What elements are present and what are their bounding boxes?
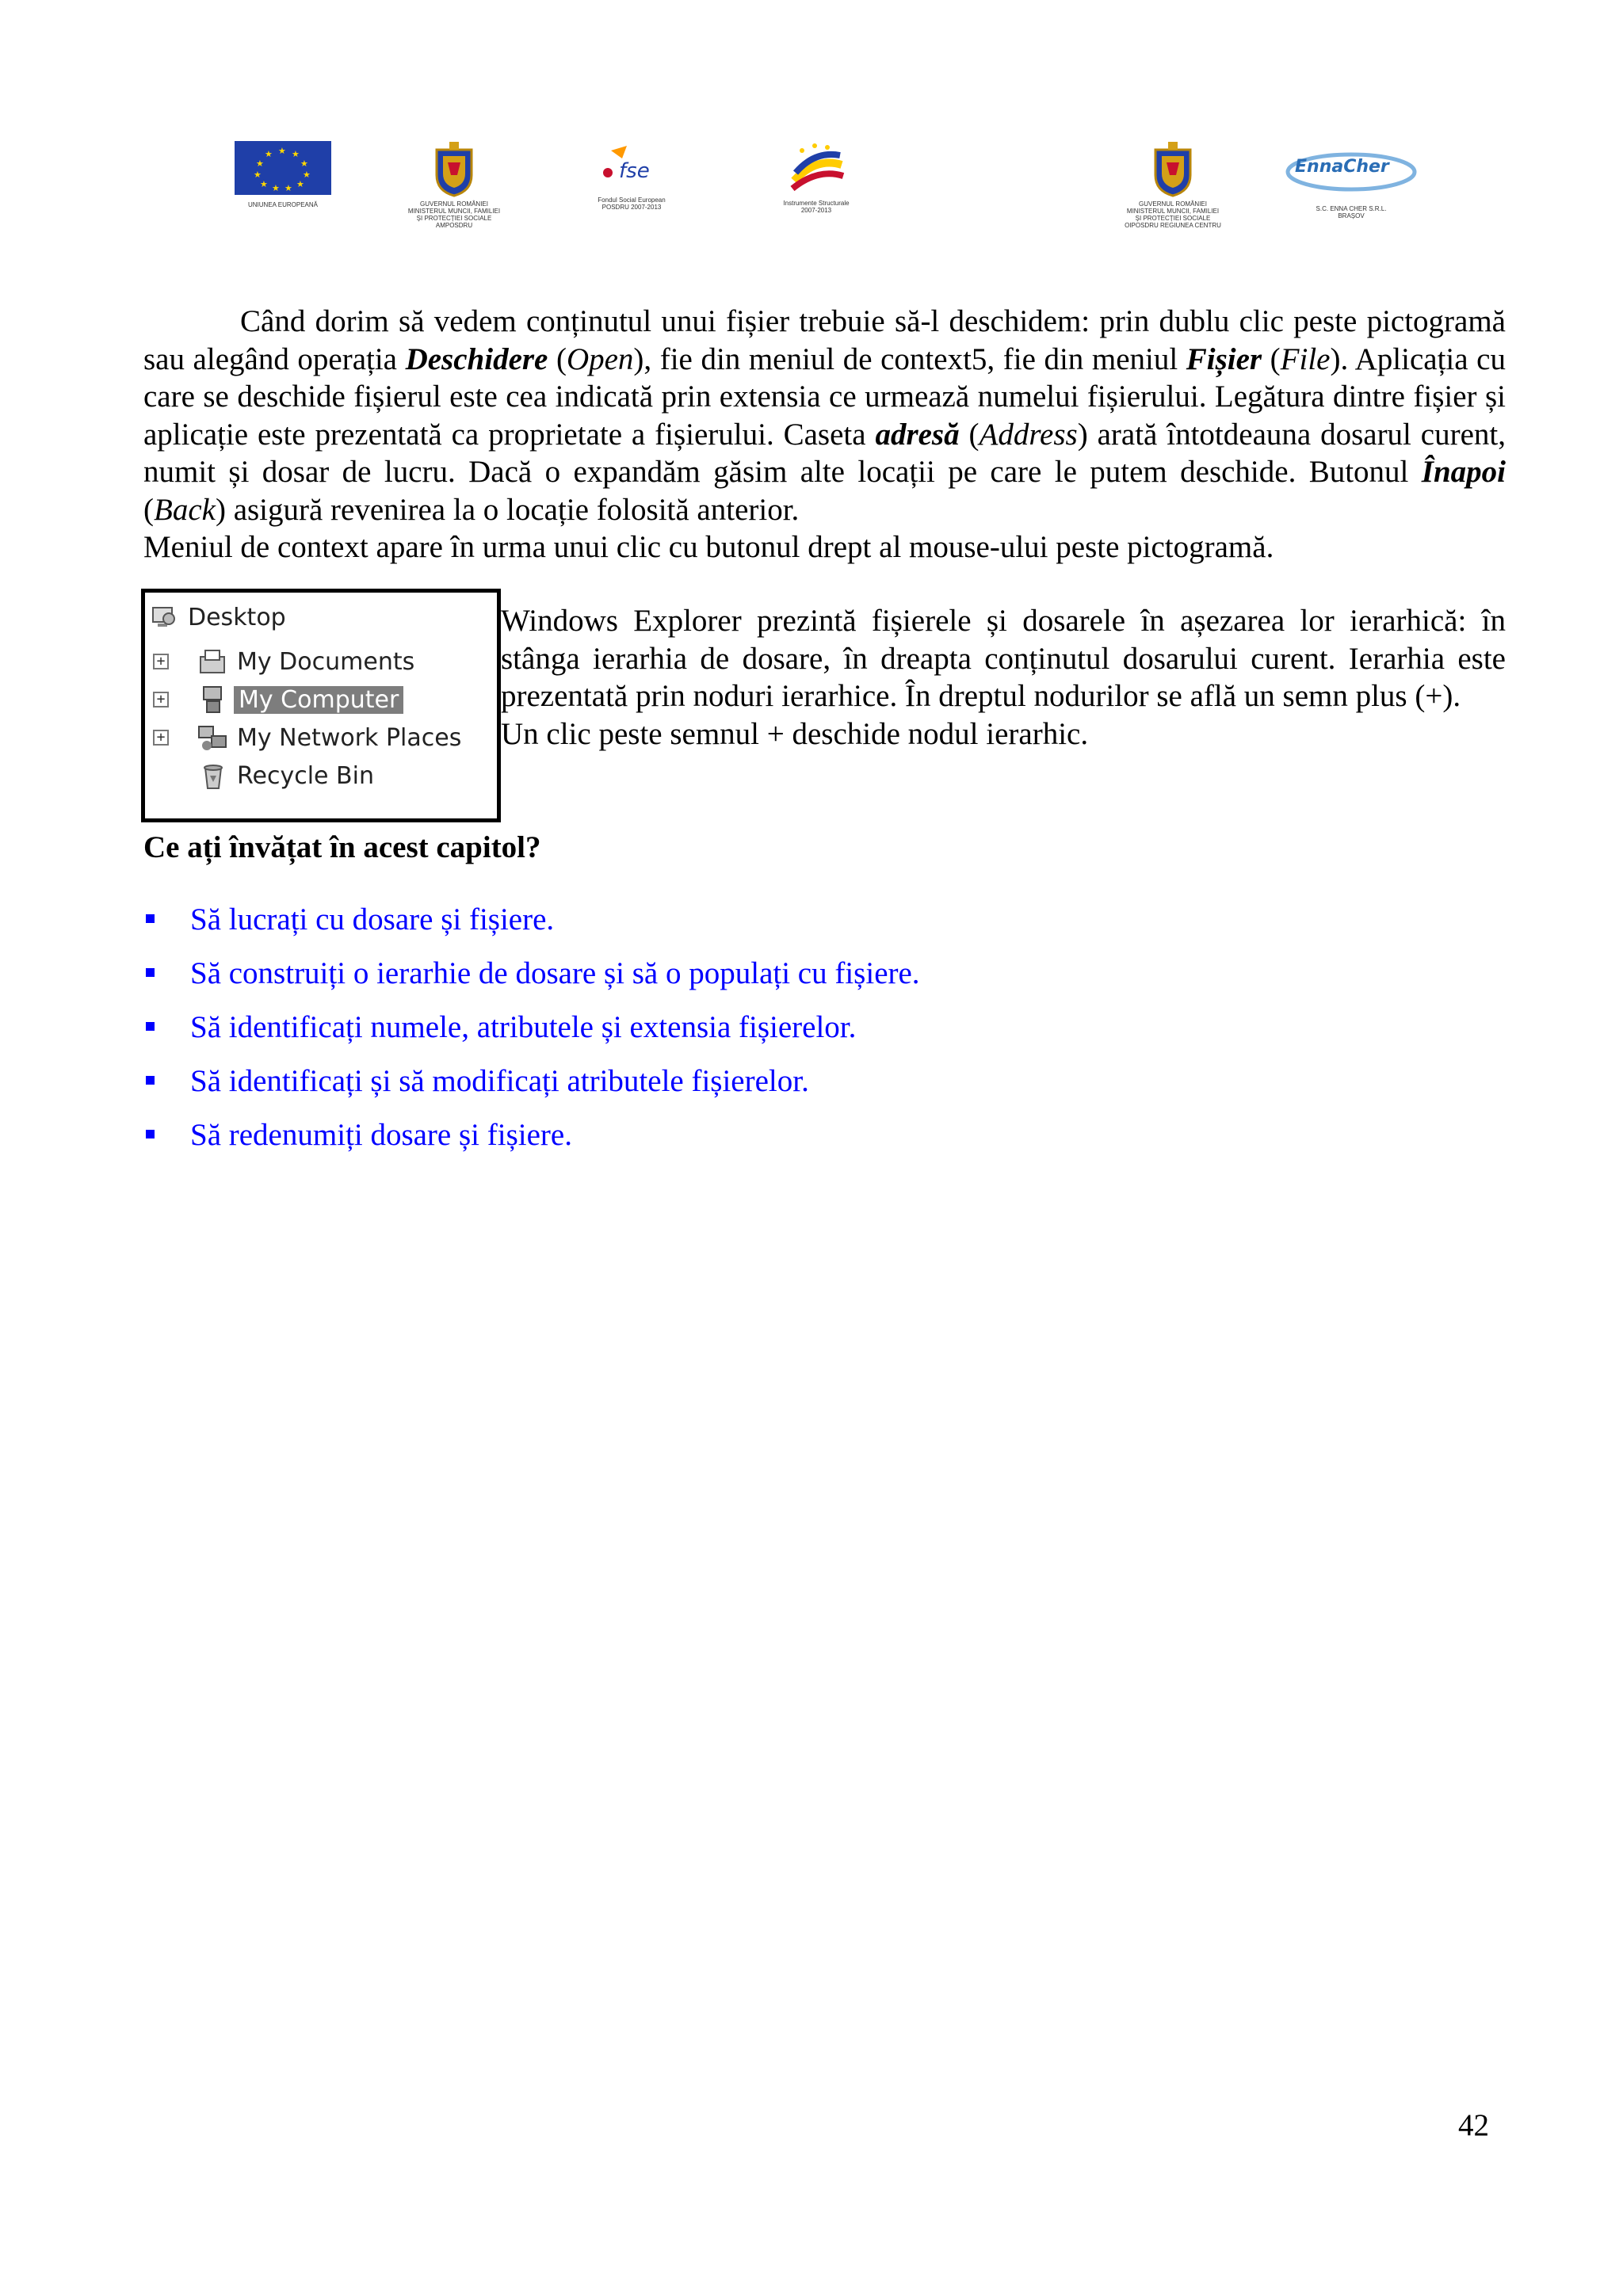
list-item: Să redenumiți dosare și fișiere. xyxy=(143,1115,920,1169)
explorer-folder-tree xyxy=(141,589,501,822)
romania-crest-logo: GUVERNUL ROMÂNIEI MINISTERUL MUNCII, FAMILIEI ȘI PROTECȚIEI SOCIALE AMPOSDRU xyxy=(379,139,529,229)
desktop-icon xyxy=(150,603,178,631)
tree-label: My Network Places xyxy=(237,723,462,752)
page-number: 42 xyxy=(1458,2108,1489,2142)
learned-list xyxy=(143,899,920,1169)
list-item: Să construiți o ierarhie de dosare și să o populați cu fișiere. xyxy=(143,953,920,1007)
instrumente-structurale-logo: Instrumente Structurale 2007-2013 xyxy=(757,141,876,214)
expand-icon[interactable]: + xyxy=(153,692,169,707)
tree-label-selected: My Computer xyxy=(234,686,403,714)
tree-label: Recycle Bin xyxy=(237,761,374,790)
expand-icon[interactable]: + xyxy=(153,654,169,669)
list-item: Să identificați și să modificați atributele fișierelor. xyxy=(143,1061,920,1115)
ennacher-logo: EnnaCher S.C. ENNA CHER S.R.L. BRAȘOV xyxy=(1276,147,1426,219)
paragraph-context-menu: Meniul de context apare în urma unui clic cu butonul drept al mouse-ului peste pictogramă. xyxy=(143,530,1274,564)
tree-label: My Documents xyxy=(237,647,415,676)
tree-item-my-computer[interactable] xyxy=(197,681,403,718)
crest-icon-2 xyxy=(1148,139,1198,197)
tree-item-desktop[interactable] xyxy=(150,599,286,635)
crest-icon xyxy=(429,139,479,197)
ennacher-icon xyxy=(1284,147,1419,202)
list-item: Să lucrați cu dosare și fișiere. xyxy=(143,899,920,953)
fse-icon xyxy=(595,143,668,192)
list-item: Să identificați numele, atributele și extensia fișierelor. xyxy=(143,1007,920,1061)
fse-logo: fse Fondul Social European POSDRU 2007-2013 xyxy=(572,143,691,211)
tree-label: Desktop xyxy=(188,603,286,631)
network-places-icon xyxy=(197,722,229,753)
instrumente-structurale-icon xyxy=(778,141,854,198)
romania-crest-logo-2: GUVERNUL ROMÂNIEI MINISTERUL MUNCII, FAMILIEI ȘI PROTECȚIEI SOCIALE OIPOSDRU REGIUNEA CENTRU xyxy=(1098,139,1248,229)
svg-text:EnnaCher: EnnaCher xyxy=(1295,157,1389,177)
recycle-bin-icon xyxy=(197,760,229,791)
my-computer-icon xyxy=(197,684,229,715)
tree-item-my-documents[interactable] xyxy=(197,643,414,680)
explorer-description xyxy=(501,602,1506,753)
expand-icon[interactable]: + xyxy=(153,730,169,746)
paragraph-open-file: Când dorim să vedem conținutul unui fișier trebuie să-l deschidem: prin dublu clic peste pictogramă sau alegând operația Deschidere (Open), fie din meniul de context5, fie din meniul Fișier (File). Aplicația cu care se deschide fișierul este cea indicată prin extensia ce urmează numelui fișierului. Legătura dintre fișier și aplicație este prezentată ca proprietate a fișierului. Caseta adresă (Address) arată întotdeauna dosarul curent, numit și dosar de lucru. Dacă o expandăm găsim alte locații pe care le putem deschide. Butonul Înapoi (Back) asigură revenirea la o locație folosită anterior. xyxy=(143,304,1506,527)
eu-flag-logo: ★ ★ ★ ★ ★ ★ ★ ★ ★ ★ ★ UNIUNEA EUROPEANĂ xyxy=(223,141,342,208)
section-heading: Ce ați învățat în acest capitol? xyxy=(143,830,541,864)
tree-item-my-network-places[interactable] xyxy=(197,719,461,756)
intro-paragraphs xyxy=(143,303,1506,566)
eu-flag-icon: ★ ★ ★ ★ ★ ★ ★ ★ ★ ★ ★ xyxy=(235,141,331,195)
tree-item-recycle-bin[interactable] xyxy=(197,757,374,794)
my-documents-icon xyxy=(197,646,229,677)
paragraph-hierarchy: Windows Explorer prezintă fișierele și dosarele în așezarea lor ierarhică: în stânga ierarhia de dosare, în dreapta conținutul dosarului curent. Ierarhia este prezentată prin noduri ierarhice. În dreptul nodurilor se află un semn plus (+). xyxy=(501,604,1506,713)
paragraph-expand-node: Un clic peste semnul + deschide nodul ierarhic. xyxy=(501,716,1089,751)
svg-text:fse: fse xyxy=(619,159,650,183)
